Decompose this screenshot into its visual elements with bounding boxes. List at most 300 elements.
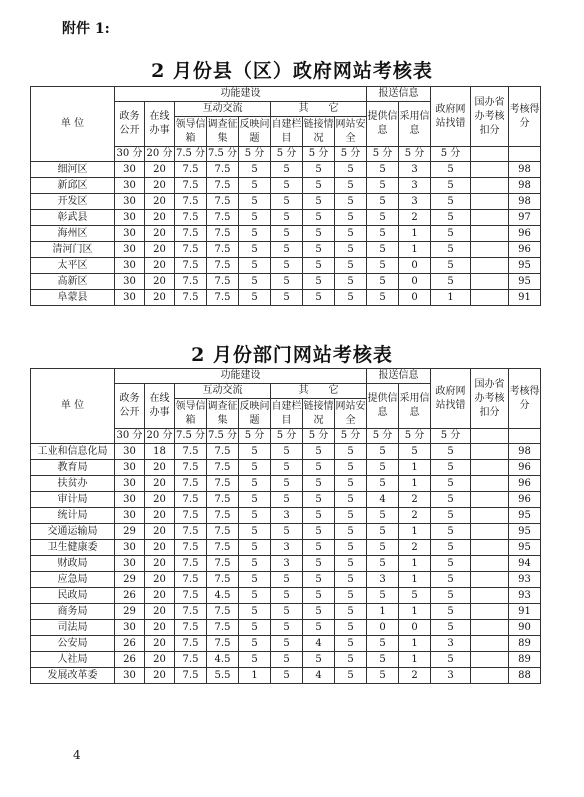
- row-value: 5: [239, 258, 271, 274]
- row-value: [471, 492, 509, 508]
- row-value: 20: [145, 620, 175, 636]
- row-value: 20: [145, 492, 175, 508]
- weight-cell: 5 分: [335, 429, 367, 444]
- row-value: [471, 572, 509, 588]
- row-value: 5: [335, 274, 367, 290]
- weight-cell: 20 分: [145, 147, 175, 162]
- row-unit-name: 统计局: [31, 508, 115, 524]
- header-sub-5: 链接情况: [303, 399, 335, 429]
- row-value: [471, 162, 509, 178]
- row-value: 7.5: [175, 620, 207, 636]
- weight-cell: 5 分: [239, 147, 271, 162]
- row-unit-name: 开发区: [31, 194, 115, 210]
- row-value: 5: [335, 258, 367, 274]
- row-value: 5: [367, 258, 399, 274]
- row-value: 3: [399, 178, 431, 194]
- header-other: 其 它: [271, 102, 367, 117]
- header-sub-3: 反映问题: [239, 399, 271, 429]
- row-value: 5: [335, 444, 367, 460]
- row-value: 1: [431, 290, 471, 306]
- row-value: 5: [303, 620, 335, 636]
- row-value: 5: [271, 274, 303, 290]
- row-value: 20: [145, 652, 175, 668]
- header-sub-6: 网站安全: [335, 117, 367, 147]
- row-value: 7.5: [175, 178, 207, 194]
- row-value: 5: [303, 540, 335, 556]
- row-value: [471, 540, 509, 556]
- row-value: 30: [115, 460, 145, 476]
- weight-cell-empty: [471, 147, 509, 162]
- row-value: 5.5: [207, 668, 239, 684]
- department-assessment-table: [30, 368, 541, 684]
- row-value: 7.5: [175, 524, 207, 540]
- row-value: 5: [271, 460, 303, 476]
- row-value: 0: [399, 290, 431, 306]
- row-value: 5: [431, 444, 471, 460]
- row-value: 30: [115, 492, 145, 508]
- header-online-service: 在线办事: [145, 102, 175, 147]
- row-unit-name: 细河区: [31, 162, 115, 178]
- row-value: 5: [303, 444, 335, 460]
- row-value: 0: [399, 274, 431, 290]
- row-value: 30: [115, 668, 145, 684]
- table-row: [31, 588, 541, 604]
- row-value: 5: [239, 556, 271, 572]
- row-value: 7.5: [207, 556, 239, 572]
- row-value: 4: [367, 492, 399, 508]
- row-unit-name: 人社局: [31, 652, 115, 668]
- row-unit-name: 发展改革委: [31, 668, 115, 684]
- row-unit-name: 交通运输局: [31, 524, 115, 540]
- county-table-title: 2 月份县（区）政府网站考核表: [151, 60, 433, 82]
- row-value: [471, 194, 509, 210]
- row-value: 30: [115, 476, 145, 492]
- county-assessment-table: [30, 86, 541, 306]
- header-function-build: 功能建设: [115, 87, 367, 102]
- row-value: 3: [399, 194, 431, 210]
- row-unit-name: 公安局: [31, 636, 115, 652]
- row-value: 5: [431, 604, 471, 620]
- row-value: 7.5: [207, 572, 239, 588]
- row-value: [471, 274, 509, 290]
- row-value: 5: [431, 652, 471, 668]
- row-value: 5: [367, 290, 399, 306]
- weight-cell: 5 分: [271, 147, 303, 162]
- row-value: 5: [239, 274, 271, 290]
- row-value: 1: [367, 604, 399, 620]
- row-value: 98: [509, 194, 541, 210]
- weight-cell: 30 分: [115, 429, 145, 444]
- header-gov-public: 政务公开: [115, 102, 145, 147]
- row-value: 5: [367, 178, 399, 194]
- row-unit-name: 太平区: [31, 258, 115, 274]
- header-sub-4: 自建栏目: [271, 399, 303, 429]
- header-sub-1: 领导信箱: [175, 399, 207, 429]
- table-row: [31, 572, 541, 588]
- row-value: 30: [115, 620, 145, 636]
- weight-cell: 7.5 分: [207, 147, 239, 162]
- row-value: 20: [145, 226, 175, 242]
- row-value: 7.5: [175, 540, 207, 556]
- row-value: 5: [431, 194, 471, 210]
- row-value: 30: [115, 540, 145, 556]
- row-value: [471, 210, 509, 226]
- row-value: 97: [509, 210, 541, 226]
- row-value: 5: [239, 290, 271, 306]
- weight-cell: 5 分: [431, 429, 471, 444]
- header-online-service: 在线办事: [145, 384, 175, 429]
- row-value: 7.5: [207, 636, 239, 652]
- row-value: 7.5: [175, 476, 207, 492]
- row-value: 7.5: [175, 604, 207, 620]
- table-row: [31, 290, 541, 306]
- row-value: 5: [367, 460, 399, 476]
- row-value: 5: [335, 508, 367, 524]
- row-value: 5: [367, 588, 399, 604]
- header-province-deduct: 国办省办考核扣分: [471, 369, 509, 429]
- row-value: 5: [303, 588, 335, 604]
- row-value: 30: [115, 508, 145, 524]
- row-value: 7.5: [207, 620, 239, 636]
- row-value: 5: [367, 636, 399, 652]
- row-value: 5: [271, 588, 303, 604]
- row-value: 5: [367, 524, 399, 540]
- row-value: 96: [509, 226, 541, 242]
- row-value: 5: [431, 178, 471, 194]
- header-sub-5: 链接情况: [303, 117, 335, 147]
- row-value: 95: [509, 258, 541, 274]
- row-value: 5: [303, 476, 335, 492]
- row-value: 1: [399, 572, 431, 588]
- row-value: 5: [335, 460, 367, 476]
- row-value: 7.5: [207, 604, 239, 620]
- row-value: 5: [367, 274, 399, 290]
- row-value: 5: [335, 290, 367, 306]
- row-value: 7.5: [175, 258, 207, 274]
- row-value: 29: [115, 604, 145, 620]
- row-value: 5: [303, 290, 335, 306]
- row-value: 4.5: [207, 588, 239, 604]
- row-value: 5: [303, 556, 335, 572]
- row-value: 89: [509, 652, 541, 668]
- row-value: 20: [145, 178, 175, 194]
- header-score: 考核得分: [509, 369, 541, 429]
- weight-cell-empty: [509, 147, 541, 162]
- table-row: [31, 556, 541, 572]
- row-value: 96: [509, 476, 541, 492]
- row-value: 3: [431, 636, 471, 652]
- row-value: 30: [115, 162, 145, 178]
- header-adopt-info: 采用信息: [399, 102, 431, 147]
- weight-cell: 30 分: [115, 147, 145, 162]
- row-value: 7.5: [207, 476, 239, 492]
- weight-cell: 5 分: [303, 429, 335, 444]
- row-value: 20: [145, 194, 175, 210]
- row-value: 26: [115, 652, 145, 668]
- row-value: [471, 476, 509, 492]
- row-value: 4: [303, 636, 335, 652]
- weight-cell: 7.5 分: [207, 429, 239, 444]
- row-value: 7.5: [207, 242, 239, 258]
- row-value: 20: [145, 588, 175, 604]
- table-row: [31, 162, 541, 178]
- weight-cell: 20 分: [145, 429, 175, 444]
- row-value: 2: [399, 492, 431, 508]
- row-value: [471, 620, 509, 636]
- row-value: 5: [367, 210, 399, 226]
- row-value: 0: [399, 258, 431, 274]
- header-sub-1: 领导信箱: [175, 117, 207, 147]
- table-row: [31, 178, 541, 194]
- row-value: 0: [367, 620, 399, 636]
- row-value: 7.5: [175, 194, 207, 210]
- department-table-title: 2 月份部门网站考核表: [191, 344, 393, 366]
- row-value: 5: [431, 524, 471, 540]
- header-sub-6: 网站安全: [335, 399, 367, 429]
- row-value: 1: [239, 668, 271, 684]
- row-value: 5: [271, 258, 303, 274]
- row-value: 5: [239, 604, 271, 620]
- row-value: 20: [145, 508, 175, 524]
- row-value: 5: [367, 540, 399, 556]
- row-value: 7.5: [207, 178, 239, 194]
- row-value: 7.5: [175, 210, 207, 226]
- table-row: [31, 242, 541, 258]
- row-value: 7.5: [175, 668, 207, 684]
- row-value: 5: [239, 242, 271, 258]
- row-unit-name: 清河门区: [31, 242, 115, 258]
- row-value: 5: [271, 636, 303, 652]
- row-value: 5: [335, 620, 367, 636]
- row-value: 5: [335, 588, 367, 604]
- row-unit-name: 扶贫办: [31, 476, 115, 492]
- row-value: 3: [367, 572, 399, 588]
- row-value: 5: [239, 444, 271, 460]
- row-value: 26: [115, 588, 145, 604]
- row-value: 5: [303, 274, 335, 290]
- weight-cell: 5 分: [335, 147, 367, 162]
- row-value: 7.5: [207, 290, 239, 306]
- weight-cell-empty: [471, 429, 509, 444]
- row-value: 5: [335, 572, 367, 588]
- row-value: 5: [271, 162, 303, 178]
- row-value: 5: [239, 492, 271, 508]
- table-row: [31, 540, 541, 556]
- row-value: 1: [399, 556, 431, 572]
- row-value: 5: [367, 162, 399, 178]
- row-value: 5: [335, 636, 367, 652]
- table-row: [31, 258, 541, 274]
- row-value: 5: [271, 178, 303, 194]
- row-value: [471, 604, 509, 620]
- row-value: 5: [431, 460, 471, 476]
- row-value: 5: [335, 178, 367, 194]
- table-row: [31, 210, 541, 226]
- weight-cell: 5 分: [239, 429, 271, 444]
- row-unit-name: 教育局: [31, 460, 115, 476]
- row-value: 5: [271, 242, 303, 258]
- row-value: 5: [303, 242, 335, 258]
- row-value: 7.5: [175, 652, 207, 668]
- row-value: 96: [509, 242, 541, 258]
- row-value: [471, 178, 509, 194]
- row-value: 5: [431, 572, 471, 588]
- row-value: 5: [303, 210, 335, 226]
- row-value: 1: [399, 476, 431, 492]
- row-value: 5: [239, 652, 271, 668]
- table-row: [31, 492, 541, 508]
- row-value: 20: [145, 572, 175, 588]
- row-value: 5: [335, 476, 367, 492]
- row-value: 7.5: [175, 162, 207, 178]
- row-value: 20: [145, 210, 175, 226]
- row-value: 30: [115, 556, 145, 572]
- row-value: 5: [239, 588, 271, 604]
- header-provide-info: 提供信息: [367, 384, 399, 429]
- header-provide-info: 提供信息: [367, 102, 399, 147]
- row-value: 30: [115, 258, 145, 274]
- row-value: 5: [431, 620, 471, 636]
- row-value: 5: [431, 540, 471, 556]
- row-value: 20: [145, 668, 175, 684]
- row-value: 5: [303, 572, 335, 588]
- row-value: 3: [431, 668, 471, 684]
- row-value: 5: [431, 242, 471, 258]
- row-value: 7.5: [207, 162, 239, 178]
- row-value: 5: [367, 556, 399, 572]
- row-value: 5: [271, 210, 303, 226]
- row-value: 30: [115, 242, 145, 258]
- row-value: 5: [431, 226, 471, 242]
- row-value: 18: [145, 444, 175, 460]
- row-value: [471, 226, 509, 242]
- row-value: 90: [509, 620, 541, 636]
- table-row: [31, 226, 541, 242]
- weight-cell: 5 分: [271, 429, 303, 444]
- row-value: 5: [239, 540, 271, 556]
- row-value: 5: [431, 274, 471, 290]
- row-value: 5: [367, 194, 399, 210]
- row-value: 5: [303, 604, 335, 620]
- row-value: 5: [303, 508, 335, 524]
- row-value: 5: [271, 476, 303, 492]
- row-unit-name: 海州区: [31, 226, 115, 242]
- row-value: 7.5: [207, 524, 239, 540]
- row-value: 93: [509, 588, 541, 604]
- row-value: 5: [303, 162, 335, 178]
- row-value: 4.5: [207, 652, 239, 668]
- row-value: 5: [239, 524, 271, 540]
- row-value: 20: [145, 540, 175, 556]
- row-value: 5: [303, 460, 335, 476]
- row-value: 5: [367, 476, 399, 492]
- table-row: [31, 274, 541, 290]
- row-value: 5: [271, 194, 303, 210]
- row-unit-name: 阜蒙县: [31, 290, 115, 306]
- row-value: 96: [509, 460, 541, 476]
- row-unit-name: 高新区: [31, 274, 115, 290]
- row-value: 5: [335, 556, 367, 572]
- row-value: 7.5: [207, 492, 239, 508]
- row-value: 7.5: [175, 636, 207, 652]
- row-value: 30: [115, 226, 145, 242]
- header-report-info: 报送信息: [367, 87, 431, 102]
- row-value: 20: [145, 162, 175, 178]
- row-value: 5: [431, 162, 471, 178]
- page-number: 4: [73, 748, 81, 762]
- row-value: 5: [335, 226, 367, 242]
- row-value: 5: [239, 226, 271, 242]
- table-row: [31, 652, 541, 668]
- row-value: 5: [335, 540, 367, 556]
- row-unit-name: 商务局: [31, 604, 115, 620]
- row-value: 5: [303, 652, 335, 668]
- row-value: 5: [271, 444, 303, 460]
- row-value: [471, 668, 509, 684]
- row-value: 0: [399, 620, 431, 636]
- header-interaction: 互动交流: [175, 384, 271, 399]
- row-value: 5: [367, 226, 399, 242]
- weight-cell: 5 分: [367, 429, 399, 444]
- row-value: 5: [239, 210, 271, 226]
- row-value: 5: [271, 524, 303, 540]
- row-value: 7.5: [175, 444, 207, 460]
- row-value: [471, 556, 509, 572]
- row-value: 7.5: [207, 194, 239, 210]
- row-value: 2: [399, 508, 431, 524]
- row-value: 5: [335, 492, 367, 508]
- header-sub-4: 自建栏目: [271, 117, 303, 147]
- row-unit-name: 财政局: [31, 556, 115, 572]
- row-value: [471, 588, 509, 604]
- row-value: 5: [431, 258, 471, 274]
- row-value: 5: [239, 508, 271, 524]
- row-value: 5: [239, 572, 271, 588]
- table-row: [31, 476, 541, 492]
- row-value: [471, 652, 509, 668]
- row-value: 95: [509, 524, 541, 540]
- row-value: 5: [335, 194, 367, 210]
- row-value: 89: [509, 636, 541, 652]
- row-value: 5: [335, 210, 367, 226]
- row-value: 20: [145, 242, 175, 258]
- row-value: 3: [271, 540, 303, 556]
- row-value: 7.5: [207, 508, 239, 524]
- row-value: 5: [239, 636, 271, 652]
- row-value: 5: [271, 604, 303, 620]
- weight-cell: 7.5 分: [175, 147, 207, 162]
- row-value: 20: [145, 460, 175, 476]
- weight-cell-empty: [509, 429, 541, 444]
- row-value: 7.5: [175, 508, 207, 524]
- row-value: 5: [239, 194, 271, 210]
- row-value: 5: [271, 668, 303, 684]
- row-value: 5: [399, 588, 431, 604]
- row-value: 98: [509, 162, 541, 178]
- row-unit-name: 审计局: [31, 492, 115, 508]
- row-unit-name: 新邱区: [31, 178, 115, 194]
- row-value: 30: [115, 290, 145, 306]
- row-value: 5: [271, 652, 303, 668]
- header-gov-public: 政务公开: [115, 384, 145, 429]
- row-value: 5: [335, 668, 367, 684]
- row-value: 5: [367, 668, 399, 684]
- row-value: 7.5: [207, 210, 239, 226]
- row-value: 29: [115, 572, 145, 588]
- header-province-deduct: 国办省办考核扣分: [471, 87, 509, 147]
- row-value: [471, 258, 509, 274]
- weight-cell: 5 分: [367, 147, 399, 162]
